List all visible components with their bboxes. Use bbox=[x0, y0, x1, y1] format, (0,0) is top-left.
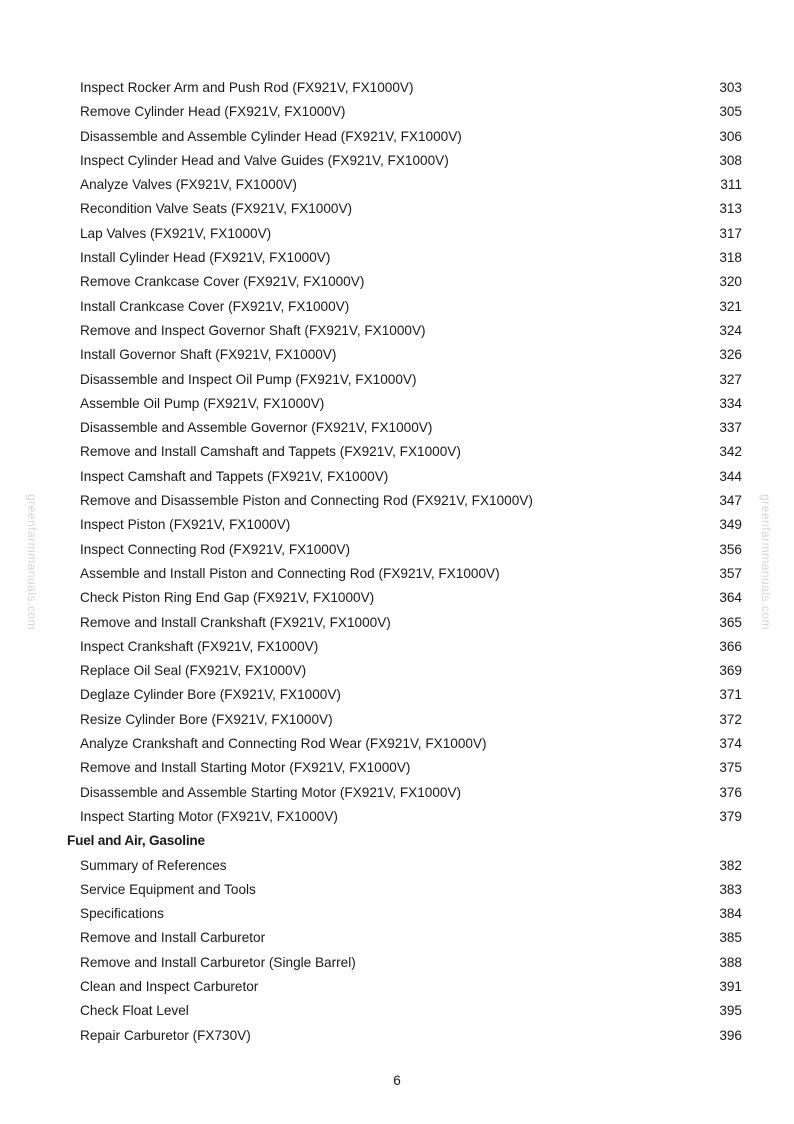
entry-title: Resize Cylinder Bore (FX921V, FX1000V) bbox=[80, 711, 333, 727]
entry-title: Inspect Cylinder Head and Valve Guides (FX921V, FX1000V) bbox=[80, 152, 449, 168]
toc-entry[interactable] bbox=[0, 149, 794, 173]
entry-page-number: 349 bbox=[719, 517, 742, 533]
entry-page-number: 327 bbox=[719, 371, 742, 387]
entry-title: Specifications bbox=[80, 906, 164, 922]
entry-page-number: 371 bbox=[719, 687, 742, 703]
entry-page-number: 376 bbox=[719, 784, 742, 800]
entry-page-number: 311 bbox=[720, 177, 742, 193]
entry-page-number: 313 bbox=[719, 201, 742, 217]
toc-entry[interactable] bbox=[0, 1024, 794, 1048]
entry-page-number: 372 bbox=[719, 711, 742, 727]
entry-page-number: 385 bbox=[719, 930, 742, 946]
toc-entry[interactable] bbox=[0, 173, 794, 197]
toc-entry[interactable] bbox=[0, 951, 794, 975]
entry-page-number: 308 bbox=[719, 152, 742, 168]
entry-title: Service Equipment and Tools bbox=[80, 881, 256, 897]
entry-page-number: 369 bbox=[719, 663, 742, 679]
entry-title: Clean and Inspect Carburetor bbox=[80, 978, 259, 994]
toc-entry[interactable] bbox=[0, 489, 794, 513]
entry-page-number: 374 bbox=[719, 736, 742, 752]
page-number: 6 bbox=[393, 1073, 401, 1088]
toc-entry[interactable] bbox=[0, 999, 794, 1023]
entry-title: Analyze Crankshaft and Connecting Rod Wear (FX921V, FX1000V) bbox=[80, 736, 487, 752]
entry-page-number: 344 bbox=[719, 468, 742, 484]
entry-title: Check Float Level bbox=[80, 1003, 189, 1019]
entry-title: Repair Carburetor (FX730V) bbox=[80, 1027, 251, 1043]
entry-title: Check Piston Ring End Gap (FX921V, FX1000V) bbox=[80, 590, 375, 606]
toc-entry[interactable] bbox=[0, 781, 794, 805]
section-title: Fuel and Air, Gasoline bbox=[67, 833, 205, 849]
entry-title: Inspect Piston (FX921V, FX1000V) bbox=[80, 517, 291, 533]
entry-page-number: 365 bbox=[719, 614, 742, 630]
entry-title: Analyze Valves (FX921V, FX1000V) bbox=[80, 177, 297, 193]
watermark-text: greenfarmmanuals.com bbox=[759, 493, 773, 631]
entry-title: Install Cylinder Head (FX921V, FX1000V) bbox=[80, 250, 331, 266]
entry-page-number: 318 bbox=[719, 250, 742, 266]
entry-title: Disassemble and Assemble Cylinder Head (FX921V, FX1000V) bbox=[80, 128, 462, 144]
toc-entry[interactable] bbox=[0, 440, 794, 464]
toc-entry[interactable] bbox=[0, 756, 794, 780]
toc-entry[interactable] bbox=[0, 295, 794, 319]
entry-title: Assemble Oil Pump (FX921V, FX1000V) bbox=[80, 395, 325, 411]
toc-entry[interactable] bbox=[0, 926, 794, 950]
toc-entry[interactable] bbox=[0, 368, 794, 392]
toc-entry[interactable] bbox=[0, 902, 794, 926]
entry-title: Disassemble and Assemble Governor (FX921V, FX1000V) bbox=[80, 420, 433, 436]
entry-page-number: 306 bbox=[719, 128, 742, 144]
entry-page-number: 391 bbox=[719, 978, 742, 994]
toc-entry[interactable] bbox=[0, 708, 794, 732]
entry-title: Remove Cylinder Head (FX921V, FX1000V) bbox=[80, 104, 346, 120]
entry-title: Deglaze Cylinder Bore (FX921V, FX1000V) bbox=[80, 687, 341, 703]
toc-entry[interactable] bbox=[0, 319, 794, 343]
toc-entry[interactable] bbox=[0, 975, 794, 999]
toc-entry[interactable] bbox=[0, 343, 794, 367]
entry-title: Replace Oil Seal (FX921V, FX1000V) bbox=[80, 663, 307, 679]
entry-page-number: 320 bbox=[719, 274, 742, 290]
entry-page-number: 303 bbox=[719, 80, 742, 95]
toc-entry[interactable] bbox=[0, 392, 794, 416]
entry-page-number: 395 bbox=[719, 1003, 742, 1019]
entry-page-number: 396 bbox=[719, 1027, 742, 1043]
entry-title: Summary of References bbox=[80, 857, 227, 873]
entry-title: Disassemble and Inspect Oil Pump (FX921V, FX1000V) bbox=[80, 371, 417, 387]
entry-title: Inspect Starting Motor (FX921V, FX1000V) bbox=[80, 808, 338, 824]
entry-title: Install Crankcase Cover (FX921V, FX1000V) bbox=[80, 298, 350, 314]
entry-page-number: 379 bbox=[719, 808, 742, 824]
toc-entry[interactable] bbox=[0, 270, 794, 294]
toc-entry[interactable] bbox=[0, 416, 794, 440]
toc-entry[interactable] bbox=[0, 76, 794, 100]
toc-entry[interactable] bbox=[0, 854, 794, 878]
entry-page-number: 356 bbox=[719, 541, 742, 557]
toc-entry[interactable] bbox=[0, 222, 794, 246]
entry-title: Assemble and Install Piston and Connecting Rod (FX921V, FX1000V) bbox=[80, 565, 500, 581]
toc-entry[interactable] bbox=[0, 732, 794, 756]
entry-page-number: 326 bbox=[719, 347, 742, 363]
entry-page-number: 384 bbox=[719, 906, 742, 922]
toc-entry[interactable] bbox=[0, 805, 794, 829]
toc-entry[interactable] bbox=[0, 125, 794, 149]
toc-entry[interactable] bbox=[0, 197, 794, 221]
entry-title: Remove Crankcase Cover (FX921V, FX1000V) bbox=[80, 274, 365, 290]
toc-entry[interactable] bbox=[0, 683, 794, 707]
entry-title: Lap Valves (FX921V, FX1000V) bbox=[80, 225, 272, 241]
entry-page-number: 321 bbox=[719, 298, 742, 314]
entry-title: Inspect Connecting Rod (FX921V, FX1000V) bbox=[80, 541, 351, 557]
toc-entry[interactable] bbox=[0, 562, 794, 586]
entry-page-number: 337 bbox=[719, 420, 742, 436]
entry-title: Install Governor Shaft (FX921V, FX1000V) bbox=[80, 347, 337, 363]
toc-entry[interactable] bbox=[0, 878, 794, 902]
entry-title: Remove and Disassemble Piston and Connecting Rod (FX921V, FX1000V) bbox=[80, 493, 533, 509]
entry-title: Remove and Inspect Governor Shaft (FX921V, FX1000V) bbox=[80, 322, 426, 338]
toc-entry[interactable] bbox=[0, 100, 794, 124]
entry-page-number: 388 bbox=[719, 954, 742, 970]
entry-page-number: 334 bbox=[719, 395, 742, 411]
entry-page-number: 382 bbox=[719, 857, 742, 873]
entry-page-number: 324 bbox=[719, 322, 742, 338]
entry-page-number: 342 bbox=[719, 444, 742, 460]
entry-title: Recondition Valve Seats (FX921V, FX1000V) bbox=[80, 201, 353, 217]
entry-title: Inspect Rocker Arm and Push Rod (FX921V, FX1000V) bbox=[80, 80, 414, 95]
toc-entry[interactable] bbox=[0, 246, 794, 270]
entry-title: Remove and Install Crankshaft (FX921V, FX1000V) bbox=[80, 614, 391, 630]
toc-entry[interactable] bbox=[0, 513, 794, 537]
toc-entry[interactable] bbox=[0, 465, 794, 489]
entry-title: Remove and Install Carburetor (Single Barrel) bbox=[80, 954, 356, 970]
entry-page-number: 305 bbox=[719, 104, 742, 120]
entry-page-number: 375 bbox=[719, 760, 742, 776]
toc-entry[interactable] bbox=[0, 586, 794, 610]
entry-title: Remove and Install Carburetor bbox=[80, 930, 266, 946]
entry-title: Remove and Install Camshaft and Tappets (FX921V, FX1000V) bbox=[80, 444, 461, 460]
entry-page-number: 317 bbox=[719, 225, 742, 241]
toc-entry[interactable] bbox=[0, 538, 794, 562]
entry-title: Inspect Crankshaft (FX921V, FX1000V) bbox=[80, 638, 319, 654]
entry-title: Inspect Camshaft and Tappets (FX921V, FX1000V) bbox=[80, 468, 389, 484]
entry-page-number: 364 bbox=[719, 590, 742, 606]
entry-title: Remove and Install Starting Motor (FX921V, FX1000V) bbox=[80, 760, 411, 776]
entry-page-number: 347 bbox=[719, 493, 742, 509]
entry-page-number: 383 bbox=[719, 881, 742, 897]
toc-entry[interactable] bbox=[0, 659, 794, 683]
toc-section-heading bbox=[0, 829, 794, 853]
entry-page-number: 366 bbox=[719, 638, 742, 654]
table-of-contents bbox=[0, 76, 794, 1048]
toc-entry[interactable] bbox=[0, 635, 794, 659]
toc-entry[interactable] bbox=[0, 611, 794, 635]
entry-page-number: 357 bbox=[719, 565, 742, 581]
entry-title: Disassemble and Assemble Starting Motor (FX921V, FX1000V) bbox=[80, 784, 462, 800]
watermark-text: greenfarmmanuals.com bbox=[25, 493, 39, 631]
